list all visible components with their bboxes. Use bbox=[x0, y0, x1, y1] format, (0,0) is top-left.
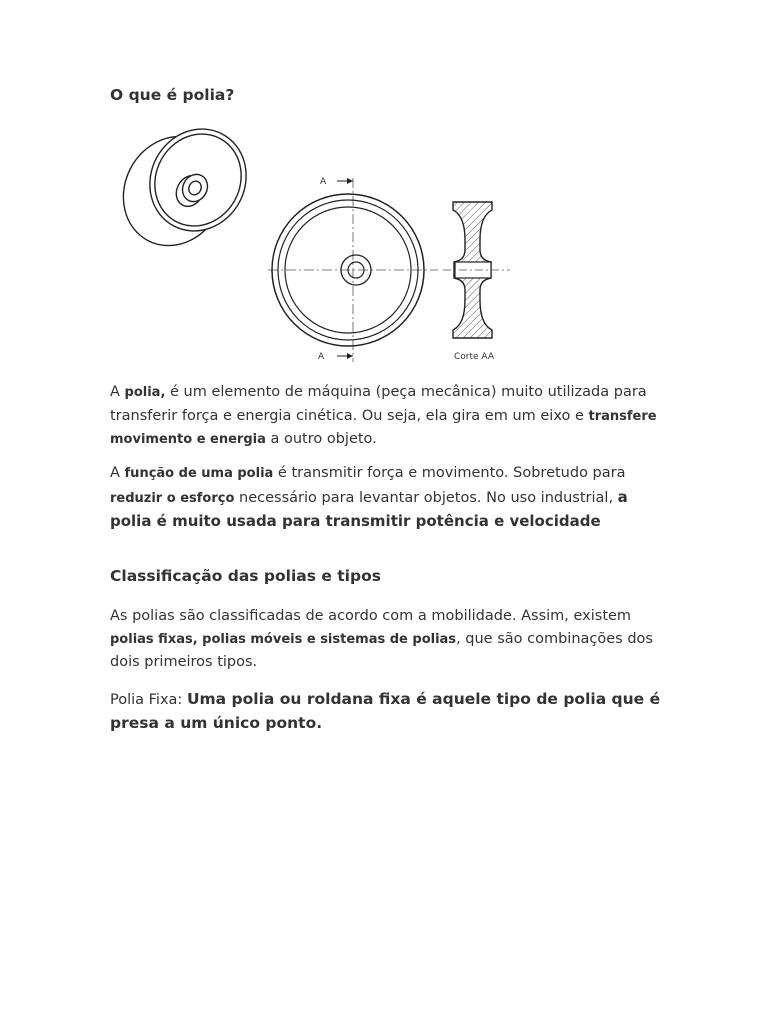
bold-term-transfere: transfere movimento e energia bbox=[110, 408, 657, 447]
section-label-bottom: A bbox=[318, 352, 325, 362]
pulley-figure bbox=[118, 124, 518, 372]
paragraph-fixed-pulley: Polia Fixa: Uma polia ou roldana fixa é aquele tipo de polia que é presa a um único ponto. bbox=[110, 690, 661, 732]
bold-term-polia: polia, bbox=[124, 385, 166, 400]
section-heading: Classificação das polias e tipos bbox=[110, 567, 381, 585]
bold-term-industrial: a polia é muito usada para transmitir potência e velocidade bbox=[110, 487, 628, 530]
pulley-front-view bbox=[268, 177, 438, 362]
paragraph-function: A função de uma polia é transmitir força e movimento. Sobretudo para reduzir o esforço necessário para levantar objetos. No uso industrial, a polia é muito usada para transmitir potência e velocidade bbox=[110, 465, 628, 530]
pulley-drawing bbox=[118, 124, 518, 368]
page-title: O que é polia? bbox=[110, 86, 235, 104]
bold-term-tipos: polias fixas, polias móveis e sistemas de polias bbox=[110, 631, 457, 647]
bold-term-polia-fixa: Uma polia ou roldana fixa é aquele tipo de polia que é presa a um único ponto. bbox=[110, 690, 661, 732]
bold-term-funcao: função de uma polia bbox=[124, 466, 274, 481]
pulley-section-view bbox=[443, 202, 510, 362]
paragraph-definition: A polia, é um elemento de máquina (peça mecânica) muito utilizada para transferir força e energia cinética. Ou seja, ela gira em um eixo e transfere movimento e energia a outro objeto. bbox=[110, 384, 657, 447]
paragraph-classification: As polias são classificadas de acordo com a mobilidade. Assim, existem polias fixas, polias móveis e sistemas de polias, que são combinações dos dois primeiros tipos. bbox=[110, 608, 653, 670]
bold-term-reduzir: reduzir o esforço bbox=[110, 490, 235, 506]
section-caption: Corte AA bbox=[454, 352, 494, 362]
section-label-top: A bbox=[320, 177, 327, 187]
pulley-perspective-view bbox=[118, 124, 264, 263]
